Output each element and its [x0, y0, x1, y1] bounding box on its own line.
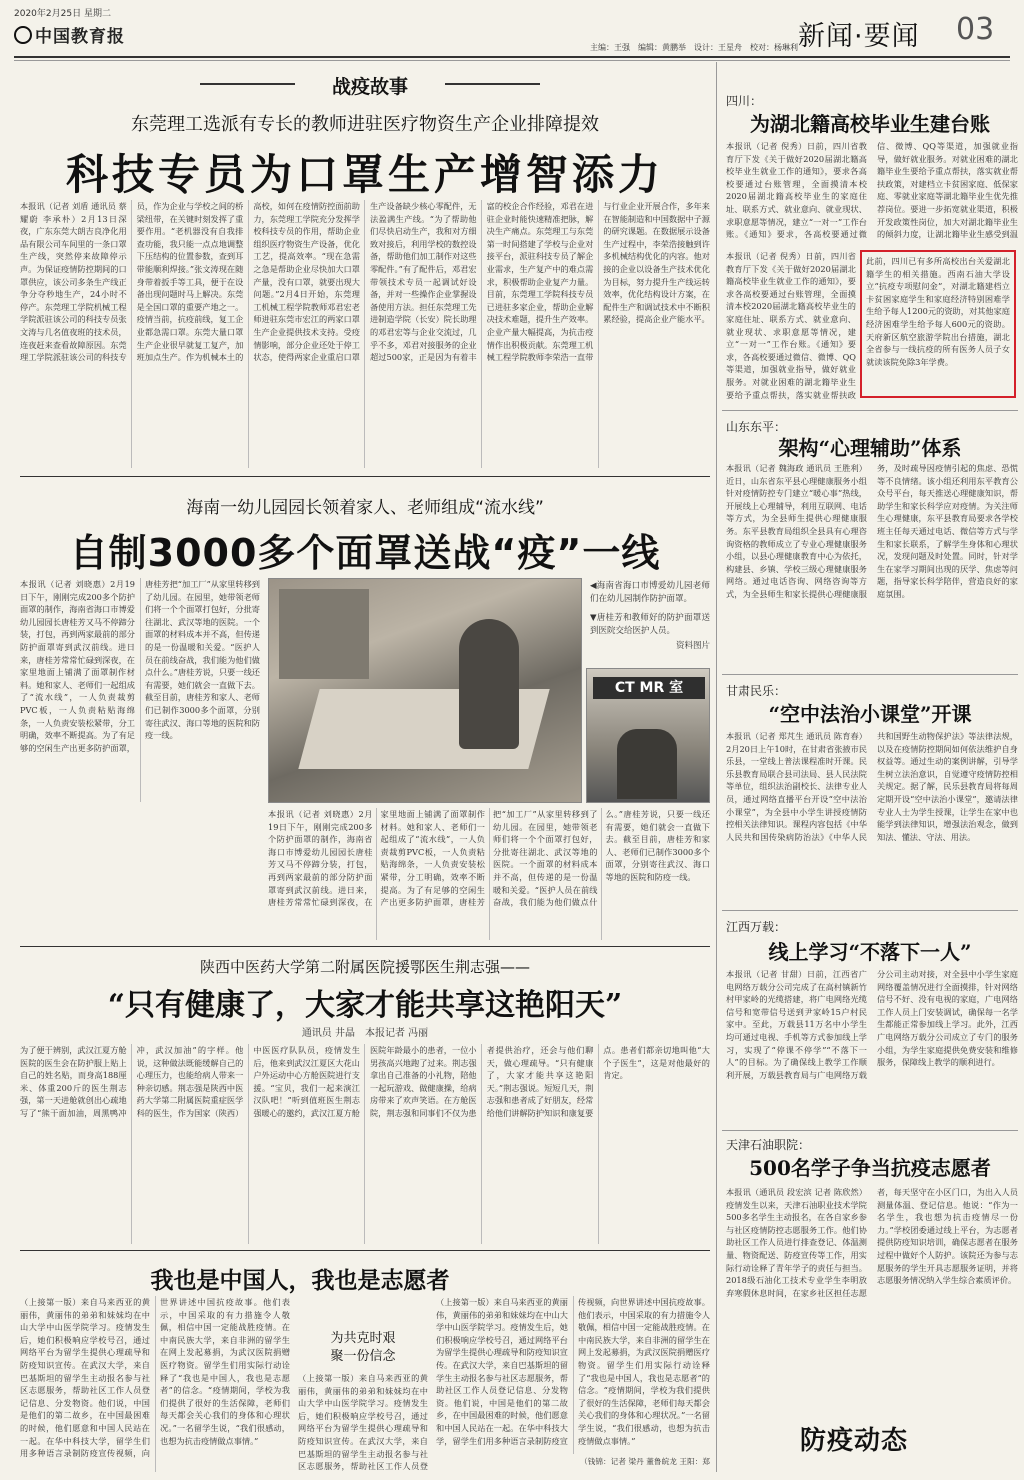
footer-badge: [790, 1416, 970, 1456]
photo-caption-1: ◀海南省海口市博爱幼儿园老师们在幼儿园制作防护面罩。: [590, 581, 710, 604]
banner-line-left: [200, 83, 295, 85]
story1-headline: 科技专员为口罩生产增智添力: [65, 150, 664, 199]
banner-text: 战疫故事: [331, 76, 408, 98]
paper-name: 中国教育报: [35, 27, 125, 47]
photo-hospital: [586, 668, 710, 803]
sidebar-body-sichuan: 本报讯（记者 倪秀）日前，四川省教育厅下发《关于做好2020届湖北籍高校毕业生就业工作的通知》，要求各高校要通过台账管理，全面摸清本校2020届湖北籍高校毕业生的家庭住址、联系方式、就业意向、就业现状、求职意愿等情况，建立“一对一”工作台账。《通知》要求，各高校要通过微信、微博、QQ等渠道，加强就业指导，做好就业服务。对就业困难的湖北籍毕业生要给予重点帮扶，落实就业帮扶政策，对建档立卡贫困家庭、低保家庭、零就业家庭等湖北籍毕业生优先推荐岗位。要进一步拓宽就业渠道，积极开发政策性岗位，加大对湖北籍毕业生的倾斜力度，让湖北籍毕业生感受到温: [726, 141, 1018, 240]
photo-figures: [617, 729, 677, 799]
sidebar-rule-3: [722, 910, 1018, 911]
story3-kicker: 陕西中医药大学第二附属医院援鄂医生荆志强——: [199, 958, 530, 976]
story4-body-right: （上接第一版）来自马来西亚的黄丽伟，黄丽伟的弟弟和妹妹均在中山大学中山医学院学习。疫情发生后，她们积极响应学校号召，通过网络平台为留学生提供心理疏导和防疫知识宣传。在武汉大学，来自巴基斯坦的留学生主动报名参与社区志愿服务，帮助社区工作人员登记信息、分发物资。他们说，中国是他们的第二故乡，在中国最困难的时候，他们愿意和中国人民站在一起。在华中科技大学，留学生们用多种语言录制防疫宣传视频，向世界讲述中国抗疫故事。他们表示，中国采取的有力措施令人敬佩，相信中国一定能战胜疫情。在中南民族大学，来自非洲的留学生在网上发起募捐，为武汉医院捐赠医疗物资。留学生们用实际行动诠释了“我也是中国人，我也是志愿者”的信念。“疫情期间，学校为我们提供了很好的生活保障，老师们每天都会关心我们的身体和心理状况。”一名留学生说，“我们很感动，也想为抗击疫情做点事情。”: [436, 1297, 710, 1446]
sidebar-label-minle: 甘肃民乐：: [726, 684, 787, 698]
sidebar-headline-dongping: 架构“心理辅助”体系: [778, 436, 962, 460]
issue-date: 2020年2月25日 星期二: [14, 9, 111, 19]
sidebar-label-sichuan: 四川：: [726, 94, 763, 108]
sidebar-headline-sichuan: 为湖北籍高校毕业生建台账: [750, 112, 990, 136]
sidebar-rule-4: [722, 1130, 1018, 1131]
sidebar-label-dongping: 山东东平：: [726, 420, 787, 434]
photo-masks-table: [268, 578, 582, 803]
story3-body: 为了便于辨别，武汉江夏方舱医院的医生会在防护服上贴上自己的姓名贴，而身高188厘米、体重200斤的医生荆志强，第一天进舱就创出心疏地写了“熊干面加油，周黑鸭冲冲，武汉加油”的字样。他说，这种做法既能缓解自己的心理压力，也能给病人带来一种亲切感。荆志强是陕西中医药大学第二附属医院重症医学科的医生，作为国家（陕西）中医医疗队队员，疫情发生后，他来到武汉江夏区大花山户外运动中心方舱医院进行支援。“宝贝，我们一起来演江汉队吧！”听到值班医生荆志强暖心的邀约，武汉江夏方舱医院年龄最小的患者，一位小男孩高兴地跑了过来。荆志强拿出自己准备的小礼物，陪他一起玩游戏、做健康操，给病房带来了欢声笑语。在方舱医院，荆志强和同事们不仅为患者提供治疗，还会与他们聊天，做心理疏导。“只有健康了，大家才能共享这艳阳天。”荆志强说。短短几天，荆志强和患者成了好朋友，经常给他们讲解防护知识和康复要点。患者们都亲切地叫他“大个子医生”，这是对他最好的肯定。: [20, 1045, 710, 1118]
sidebar-body-wanzai: 本报讯（记者 甘甜）日前，江西省广电网络万载分公司完成了在高村镇新竹村甲家岭的光缆搭建，将广电网络光缆信号和宽带信号送到尹家岭15户村民家中。至此，万载县11万名中小学生均可通过电视、手机等方式参加线上学习，实现了“停课不停学”“不落下一人”的目标。为了确保线上教学工作顺利开展，万载县教育局与广电网络万载分公司主动对接，对全县中小学生家庭网络覆盖情况进行全面摸排，针对网络信号不好、没有电视的家庭，广电网络工作人员上门安装调试，确保每一名学生都能正常参加线上学习。此外，江西广电网络万载分公司成立了专门的服务小组，为学生家庭提供免费安装和维修服务，保障线上教学的顺利进行。: [726, 969, 1018, 1080]
sidebar-highlight-box: 此前，四川已有多所高校出台关爱湖北籍学生的相关措施。西南石油大学设立“抗疫专项慰问金”，对湖北籍建档立卡贫困家庭学生和家庭经济特别困难学生给予每人1200元的资助，对其他家庭经济困难学生给予每人600元的资助。天府新区航空旅游学院出台措施，湖北全省参与一线抗疫的所有医务人员子女就读该院免除3年学费。: [860, 250, 1016, 398]
story2-kicker: 海南一幼儿园园长领着家人、老师组成“流水线”: [186, 498, 544, 518]
photo-caption-2: ▼唐桂芳和教师好的防护面罩送到医院交给医护人员。: [590, 613, 710, 636]
sidebar-headline-wanzai: 线上学习“不落下一人”: [768, 940, 972, 964]
story2-body-bottom: 本报讯（记者 刘晓惠）2月19日下午，刚刚完成200多个防护面罩的制作，海南省海口市博爱幼儿园园长唐桂芳又马不停蹄分装，打包，再到两家最前的部分防护面罩寄到武汉前线。进日来，唐桂芳常常忙碌到深夜，在家里地面上铺满了面罩制作材料。她和家人、老师们一起组成了“流水线”，一人负责裁剪PVC板，一人负责粘贴海绵条，一人负责安装松紧带，分工明确，效率不断提高。为了有足够的空闲生产出更多防护面罩，唐桂芳把“加工厂”从家里转移到了幼儿园。在园里，她带领老师们将一个个面罩打包好，分批寄往湖北、武汉等地的医院。一个面罩的材料成本并不高，但传递的是一份温暖和关爱。“医护人员在前线奋战，我们能为他们做点什么。”唐桂芳说，只要一线还有需要，她们就会一直做下去。截至目前，唐桂芳和家人、老师们已制作3000多个面罩，分别寄往武汉、海口等地的医院和防疫一线。: [268, 809, 710, 908]
story1-body: 本报讯（记者 刘盾 通讯员 蔡耀蔚 李承朴）2月13日深夜，广东东莞大朗吉良净化用品有限公司车间里的一条口罩生产线，突然停来故障停示声。为保证疫情防控期间的口罩供应，该公司多条生产线正争分夺秒地生产，24小时不停产。东莞理工学院机械工程学院派驻该公司的科技专员张文涛与几名值夜班的技术员，连夜赶来查看故障原因。东莞理工学院派驻该公司的科技专员，作为企业与学校之间的桥梁纽带，在关键时刻发挥了重要作用。“老机器没有自我排查功能，我只能一点点地调整下压结构的位置参数，查到耳带能顺利焊接。”张文涛现在随身带着扳手等工具，便于在设备出现问题时马上解决。东莞是全国口罩的重要产地之一。疫情当前，抗疫前线，复工企业都急需口罩。东莞大量口罩生产企业很早就复工复产，加班加点生产。作为机械本土的高校，如何在疫情防控面前助力，东莞理工学院充分发挥学校科技专员的作用，帮助企业组织医疗物资生产设备，优化工艺，提高效率。“现在急需之急是帮助企业尽快加大口罩产量，没有口罩，就要出现大问题。”2月4日开始，东莞理工机械工程学院教师邓君宏老师进驻东莞市宏江的两家口罩生产企业提供技术支持。受疫情影响，部分企业还处于停工状态，使得两家企业重启口罩生产设备缺少核心零配件，无法盈满生产线。“为了帮助他们尽快启动生产，我和对方细致对接后，利用学校的数控设备，帮助他们加工制作对这些零配件。”有了配件后，邓君宏带领技术专员一起调试好设备，并对一些操作企业掌握设备使用方法。担任东莞理工先进制造学院（长安）院长助理的邓君宏等与企业交流过，几乎不多，邓君对接服务的企业超过500家，正是因为有着丰富的校企合作经验，邓君在进驻企业时能快速精准把脉，解决生产痛点。东莞理工与东莞第一时间搭建了学校与企业对接平台，派驻科技专员了解企业需求，生产复产中的难点需求，积极帮助企业复产力量。目前，东莞理工学院科技专员已进驻多家企业，帮助企业解决技术难题，提升生产效率。企业产量大幅提高，为抗击疫情作出积极贡献。东莞理工机械工程学院教师李荣浩一直带与行业企业开展合作，多年来在智能制造和中国数据中子源的研究课题。在数据展示设备生产过程中，李荣浩接触到许多机械结构优化的内容。他对接的企业以设备生产技术优化为目标，努力提升生产线运转效率，优化结构设计方案，在配件生产和调试技术中不断积累经验，提高企业产能水平。: [20, 201, 710, 363]
story1-kicker: 东莞理工选派有专长的教师进驻医疗物资生产企业排障提效: [131, 114, 599, 135]
story4-footer: （钱锦：记者 梁丹 董鲁皖龙 王阳：郑: [580, 1457, 710, 1466]
sidebar-headline-tianjin: 500名学子争当抗疫志愿者: [749, 1156, 991, 1180]
story2-body-left: 本报讯（记者 刘晓惠）2月19日下午，刚刚完成200多个防护面罩的制作，海南省海口市博爱幼儿园园长唐桂芳又马不停蹄分装，打包，再到两家最前的部分防护面罩寄到武汉前线。进日来，唐桂芳常常忙碌到深夜，在家里地面上铺满了面罩制作材料。她和家人、老师们一起组成了“流水线”，一人负责裁剪PVC板，一人负责粘贴海绵条，一人负责安装松紧带，分工明确，效率不断提高。为了有足够的空闲生产出更多防护面罩，唐桂芳把“加工厂”从家里转移到了幼儿园。在园里，她带领老师们将一个个面罩打包好，分批寄往湖北、武汉等地的医院。一个面罩的材料成本并不高，但传递的是一份温暖和关爱。“医护人员在前线奋战，我们能为他们做点什么。”唐桂芳说，只要一线还有需要，她们就会一直做下去。截至目前，唐桂芳和家人、老师们已制作3000多个面罩，分别寄往武汉、海口等地的医院和防疫一线。: [20, 579, 260, 753]
sidebar-headline-minle: “空中法治小课堂”开课: [768, 702, 972, 726]
page-number: 03: [956, 12, 995, 47]
section-title: 新闻·要闻: [798, 21, 920, 52]
story1-rule: [20, 476, 710, 477]
sidebar-label-wanzai: 江西万载：: [726, 920, 787, 934]
sidebar-body-minle: 本报讯（记者 郑芃生 通讯员 陈育春）2月20日上午10时，在甘肃省张掖市民乐县，一堂线上普法课程准时开课。民乐县教育局联合县司法局、县人民法院等单位，组织法治副校长、法律专业人员，通过网络直播平台开设“空中法治小课堂”，为全县中小学生讲授疫情防控相关法律知识。课程内容包括《中华人民共和国传染病防治法》《中华人民共和国野生动物保护法》等法律法规，以及在疫情防控期间如何依法维护自身权益等。通过生动的案例讲解，引导学生树立法治意识，自觉遵守疫情防控相关规定。据了解，民乐县教育局将每周定期开设“空中法治小课堂”，邀请法律专业人士为学生授课，让学生在家中也能学到法律知识，增强法治观念，做到知法、懂法、守法、用法。: [726, 731, 1018, 842]
story3-headline: “只有健康了，大家才能共享这艳阳天”: [107, 988, 623, 1023]
sidebar-body-dongping: 本报讯（记者 魏海政 通讯员 王胜利）近日，山东省东平县心理健康服务小组针对疫情防控专门建立“暖心事”热线，开展线上心理辅导，利用互联网、电话等方式，为全县师生提供心理健康服务。东平县教育局组织全县具有心理咨询资格的教师成立了专业心理健康服务小组，以县心理健康教育中心为依托，构建县、乡镇、学校三级心理健康服务网络。通过电话咨询、网络咨询等方式，为全县师生和家长提供心理健康服务，及时疏导因疫情引起的焦虑、恐慌等不良情绪。该小组还利用东平教育公众号平台，每天推送心理健康知识，帮助学生和家长科学应对疫情。为关注师生心理健康，东平县教育局要求各学校班主任每天通过电话、微信等方式与学生和家长联系，了解学生身体和心理状况，发现问题及时处置。同时，针对学生在家学习期间出现的厌学、焦虑等问题，指导家长科学陪伴，营造良好的家庭氛围。: [726, 463, 1018, 599]
sidebar-body-tianjin: 本报讯（通讯员 段宏滨 记者 陈欣然）疫情发生以来，天津石油职业技术学院500多名学生主动报名，在各自家乡参与社区疫情防控志愿服务工作。他们协助社区工作人员进行排查登记、体温测量、物资配送、防疫宣传等工作，用实际行动诠释了青年学子的责任与担当。2018级石油化工技术专业学生李明放弃寒假休息时间，在家乡社区担任志愿者，每天坚守在小区门口，为出入人员测量体温、登记信息。他说：“作为一名学生，我也想为抗击疫情尽一份力。”学校团委通过线上平台，为志愿者提供防疫知识培训，确保志愿者在服务过程中做好个人防护。该院还为参与志愿服务的学生开具志愿服务证明，并将志愿服务情况纳入学生综合素质评价。: [726, 1187, 1018, 1298]
column-divider: [716, 62, 717, 1472]
story3-rule: [20, 1250, 710, 1251]
photo-hospital-sign: CT MR 室: [593, 677, 705, 699]
sidebar-rule-1: [722, 410, 1018, 411]
story4-body-left: （上接第一版）来自马来西亚的黄丽伟，黄丽伟的弟弟和妹妹均在中山大学中山医学院学习。疫情发生后，她们积极响应学校号召，通过网络平台为留学生提供心理疏导和防疫知识宣传。在武汉大学，来自巴基斯坦的留学生主动报名参与社区志愿服务，帮助社区工作人员登记信息、分发物资。他们说，中国是他们的第二故乡，在中国最困难的时候，他们愿意和中国人民站在一起。在华中科技大学，留学生们用多种语言录制防疫宣传视频，向世界讲述中国抗疫故事。他们表示，中国采取的有力措施令人敬佩，相信中国一定能战胜疫情。在中南民族大学，来自非洲的留学生在网上发起募捐，为武汉医院捐赠医疗物资。留学生们用实际行动诠释了“我也是中国人，我也是志愿者”的信念。“疫情期间，学校为我们提供了很好的生活保障，老师们每天都会关心我们的身体和心理状况。”一名留学生说，“我们很感动，也想为抗击疫情做点事情。”: [20, 1297, 290, 1459]
story4-headline: 我也是中国人，我也是志愿者: [150, 1267, 450, 1294]
staff-credits: 主编：王强 编辑：黄鹏举 设计：王星舟 校对：杨琳利: [590, 43, 798, 52]
story2-headline: 自制3000多个面罩送战“疫”一线: [69, 531, 661, 575]
sidebar-rule-2: [722, 674, 1018, 675]
sidebar-label-tianjin: 天津石油职院：: [726, 1138, 811, 1152]
paper-logo: [14, 22, 126, 48]
footer-badge-text: 防疫动态: [800, 1426, 909, 1456]
photo-shelf: [279, 589, 369, 679]
story3-byline: 通讯员 井晶 本报记者 冯丽: [301, 1028, 429, 1039]
masthead-rule-thin: [14, 60, 1010, 61]
zhanyi-banner: [200, 72, 540, 96]
sidebar-body-sichuan-2: 本报讯（记者 倪秀）日前，四川省教育厅下发《关于做好2020届湖北籍高校毕业生就业工作的通知》，要求各高校要通过台账管理，全面摸清本校2020届湖北籍高校毕业生的家庭住址、联系方式、就业意向、就业现状、求职意愿等情况，建立“一对一”工作台账。《通知》要求，各高校要通过微信、微博、QQ等渠道，加强就业指导，做好就业服务。对就业困难的湖北籍毕业生要给予重点帮扶，落实就业帮扶政: [726, 251, 856, 400]
story4-body-mid: （上接第一版）来自马来西亚的黄丽伟，黄丽伟的弟弟和妹妹均在中山大学中山医学院学习。疫情发生后，她们积极响应学校号召，通过网络平台为留学生提供心理疏导和防疫知识宣传。在武汉大学，来自巴基斯坦的留学生主动报名参与社区志愿服务，帮助社区工作人员登: [298, 1373, 428, 1472]
photo-person: [459, 619, 519, 749]
banner-line-right: [445, 83, 540, 85]
logo-mark: [14, 26, 32, 44]
photo-credit: 资料图片: [675, 641, 710, 651]
story2-rule: [20, 946, 710, 947]
story4-subhead: 为共克时艰 聚一份信念: [330, 1331, 396, 1364]
masthead-rule: [14, 56, 1010, 58]
